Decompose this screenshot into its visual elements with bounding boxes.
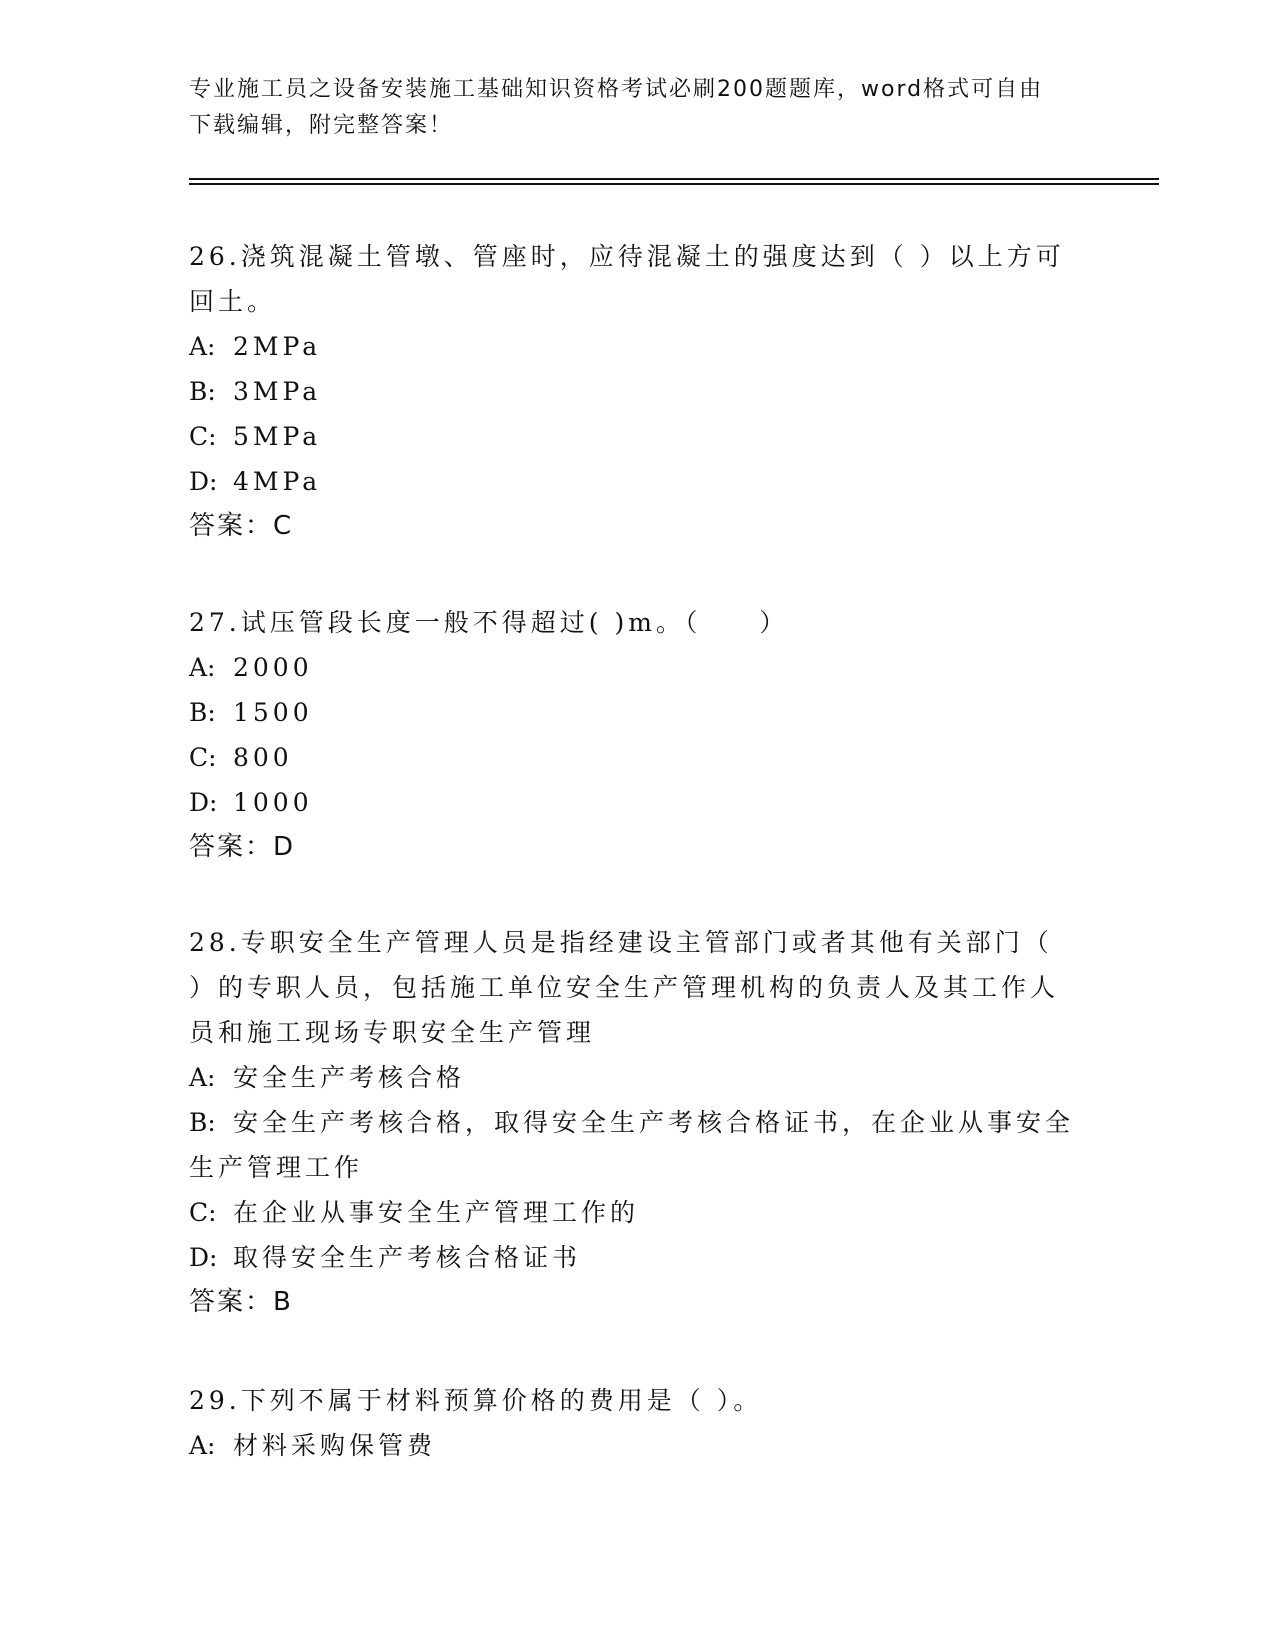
option-text: 取得安全生产考核合格证书 [233,1243,582,1272]
question-text-line: 26.浇筑混凝土管墩、管座时，应待混凝土的强度达到（ ）以上方可 [189,242,1065,271]
option-letter: D: [189,788,218,817]
option-letter: C: [189,743,217,772]
option-letter: A: [189,653,216,682]
header-line-1: 专业施工员之设备安装施工基础知识资格考试必刷200题题库，word格式可自由 [189,77,1044,102]
answer-line: 答案：D [189,832,296,862]
option-b [189,690,1089,735]
document-header [189,72,1089,144]
option-d [189,1235,1089,1280]
option-b-continued: 生产管理工作 [189,1153,364,1182]
header-line-2: 下载编辑，附完整答案！ [189,113,454,138]
option-text: 1000 [233,788,313,817]
option-a [189,1423,1089,1468]
option-letter: B: [189,377,216,406]
option-text: 在企业从事安全生产管理工作的 [233,1198,640,1227]
header-divider-top [189,178,1159,180]
option-letter: A: [189,332,216,361]
option-letter: A: [189,1063,216,1092]
option-c [189,735,1089,780]
question-26 [189,234,1089,549]
question-text-line: 29.下列不属于材料预算价格的费用是（ ）。 [189,1386,763,1415]
answer-line: 答案：B [189,1287,293,1317]
option-text: 1500 [233,698,313,727]
option-text: 3MPa [233,377,322,406]
question-29 [189,1378,1089,1468]
option-d [189,459,1089,504]
option-b [189,369,1089,414]
option-text: 安全生产考核合格 [233,1063,466,1092]
question-text-line: 员和施工现场专职安全生产管理 [189,1018,596,1047]
question-text-line: ）的专职人员，包括施工单位安全生产管理机构的负责人及其工作人 [189,973,1060,1002]
option-b [189,1100,1089,1145]
option-c [189,414,1089,459]
question-text-line: 28.专职安全生产管理人员是指经建设主管部门或者其他有关部门（ [189,928,1053,957]
question-27 [189,600,1089,870]
option-letter: B: [189,698,216,727]
option-text: 2000 [233,653,313,682]
option-letter: A: [189,1431,216,1460]
question-28 [189,920,1089,1325]
option-a [189,645,1089,690]
option-letter: D: [189,467,218,496]
option-text: 材料采购保管费 [233,1431,437,1460]
option-text: 2MPa [233,332,322,361]
option-letter: C: [189,422,217,451]
option-letter: D: [189,1243,218,1272]
header-divider-bottom [189,183,1159,185]
option-d [189,780,1089,825]
option-text: 5MPa [233,422,322,451]
option-c [189,1190,1089,1235]
option-text: 4MPa [233,467,322,496]
option-text: 800 [233,743,293,772]
option-letter: C: [189,1198,217,1227]
answer-line: 答案：C [189,511,294,541]
option-a [189,324,1089,369]
question-text-line: 回土。 [189,287,277,316]
option-text: 安全生产考核合格，取得安全生产考核合格证书，在企业从事安全 [233,1108,1075,1137]
question-text-line: 27.试压管段长度一般不得超过( )m。（ ） [189,608,789,637]
option-letter: B: [189,1108,216,1137]
option-a [189,1055,1089,1100]
